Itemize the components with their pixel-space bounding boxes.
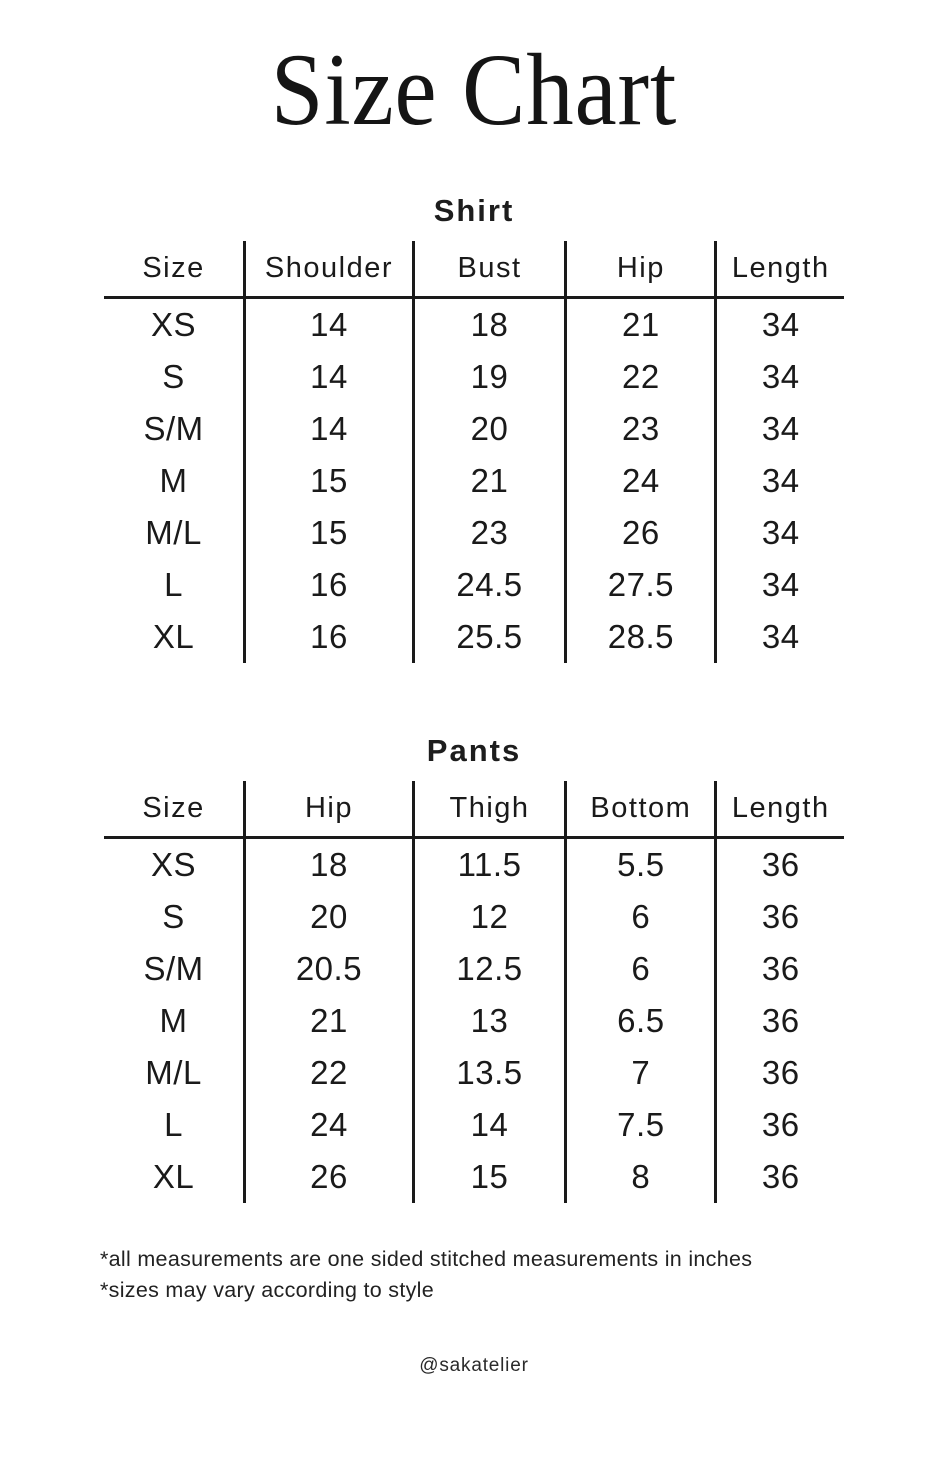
column-header: Bust <box>413 241 565 298</box>
measurement-cell: 14 <box>245 351 414 403</box>
measurement-cell: 28.5 <box>566 611 716 663</box>
measurement-cell: 34 <box>716 403 844 455</box>
column-header: Length <box>716 241 844 298</box>
column-header: Thigh <box>413 781 565 838</box>
table-row <box>104 298 844 352</box>
measurement-cell: 27.5 <box>566 559 716 611</box>
measurement-cell: 11.5 <box>413 838 565 892</box>
measurement-cell: 22 <box>245 1047 414 1099</box>
measurement-cell: 16 <box>245 611 414 663</box>
size-cell: XS <box>151 846 197 884</box>
column-header: Bottom <box>566 781 716 838</box>
measurement-cell: 22 <box>566 351 716 403</box>
measurement-cell: 20.5 <box>245 943 414 995</box>
measurement-cell: 12 <box>413 891 565 943</box>
shirt-section <box>0 193 948 663</box>
measurement-cell: 26 <box>566 507 716 559</box>
size-cell: S/M <box>143 410 204 448</box>
measurement-cell: 18 <box>413 298 565 352</box>
measurement-cell: 21 <box>245 995 414 1047</box>
measurement-cell: 36 <box>716 1047 844 1099</box>
footnote-measurements: *all measurements are one sided stitched measurements in inches <box>100 1247 753 1272</box>
measurement-cell: 34 <box>716 351 844 403</box>
footnote-sizes-vary: *sizes may vary according to style <box>100 1278 435 1303</box>
measurement-cell: 6.5 <box>566 995 716 1047</box>
measurement-cell: 16 <box>245 559 414 611</box>
measurement-cell: 24 <box>245 1099 414 1151</box>
size-cell: M <box>159 462 188 500</box>
measurement-cell: 14 <box>413 1099 565 1151</box>
measurement-cell: 15 <box>245 455 414 507</box>
shirt-table <box>104 241 844 663</box>
table-row <box>104 838 844 892</box>
measurement-cell: 24 <box>566 455 716 507</box>
measurement-cell: 14 <box>245 403 414 455</box>
measurement-cell: 26 <box>245 1151 414 1203</box>
column-header: Hip <box>245 781 414 838</box>
page-title: Size Chart <box>270 33 678 147</box>
table-row <box>104 943 844 995</box>
brand-handle: @sakatelier <box>419 1355 529 1377</box>
table-row <box>104 351 844 403</box>
measurement-cell: 36 <box>716 995 844 1047</box>
table-row <box>104 403 844 455</box>
measurement-cell: 18 <box>245 838 414 892</box>
table-row <box>104 559 844 611</box>
measurement-cell: 23 <box>566 403 716 455</box>
measurement-cell: 8 <box>566 1151 716 1203</box>
measurement-cell: 34 <box>716 298 844 352</box>
measurement-cell: 15 <box>413 1151 565 1203</box>
measurement-cell: 36 <box>716 943 844 995</box>
size-cell: XL <box>152 618 195 656</box>
measurement-cell: 5.5 <box>566 838 716 892</box>
measurement-cell: 15 <box>245 507 414 559</box>
table-row <box>104 507 844 559</box>
measurement-cell: 7.5 <box>566 1099 716 1151</box>
column-header: Size <box>104 781 245 838</box>
pants-section <box>0 733 948 1203</box>
size-cell: L <box>164 566 183 604</box>
size-cell: XL <box>152 1158 195 1196</box>
size-cell: S <box>162 898 185 936</box>
measurement-cell: 36 <box>716 838 844 892</box>
column-header: Shoulder <box>245 241 414 298</box>
measurement-cell: 12.5 <box>413 943 565 995</box>
measurement-cell: 23 <box>413 507 565 559</box>
table-row <box>104 1151 844 1203</box>
size-cell: XS <box>151 306 197 344</box>
size-cell: L <box>164 1106 183 1144</box>
header-row <box>104 241 844 298</box>
size-cell: S/M <box>143 950 204 988</box>
size-cell: S <box>162 358 185 396</box>
measurement-cell: 20 <box>245 891 414 943</box>
measurement-cell: 34 <box>716 559 844 611</box>
table-row <box>104 1047 844 1099</box>
measurement-cell: 20 <box>413 403 565 455</box>
pants-table <box>104 781 844 1203</box>
column-header: Hip <box>566 241 716 298</box>
measurement-cell: 21 <box>566 298 716 352</box>
measurement-cell: 24.5 <box>413 559 565 611</box>
measurement-cell: 36 <box>716 1099 844 1151</box>
measurement-cell: 25.5 <box>413 611 565 663</box>
table-row <box>104 995 844 1047</box>
size-cell: M <box>159 1002 188 1040</box>
table-row <box>104 455 844 507</box>
size-cell: M/L <box>145 1054 202 1092</box>
measurement-cell: 36 <box>716 1151 844 1203</box>
footnotes <box>100 1247 948 1303</box>
measurement-cell: 6 <box>566 943 716 995</box>
measurement-cell: 13 <box>413 995 565 1047</box>
measurement-cell: 34 <box>716 507 844 559</box>
measurement-cell: 7 <box>566 1047 716 1099</box>
measurement-cell: 13.5 <box>413 1047 565 1099</box>
header-row <box>104 781 844 838</box>
pants-heading: Pants <box>426 733 522 769</box>
measurement-cell: 19 <box>413 351 565 403</box>
measurement-cell: 14 <box>245 298 414 352</box>
shirt-heading: Shirt <box>433 193 515 229</box>
column-header: Size <box>104 241 245 298</box>
table-row <box>104 1099 844 1151</box>
column-header: Length <box>716 781 844 838</box>
measurement-cell: 21 <box>413 455 565 507</box>
size-cell: M/L <box>145 514 202 552</box>
measurement-cell: 34 <box>716 611 844 663</box>
measurement-cell: 34 <box>716 455 844 507</box>
measurement-cell: 36 <box>716 891 844 943</box>
measurement-cell: 6 <box>566 891 716 943</box>
table-row <box>104 611 844 663</box>
table-row <box>104 891 844 943</box>
